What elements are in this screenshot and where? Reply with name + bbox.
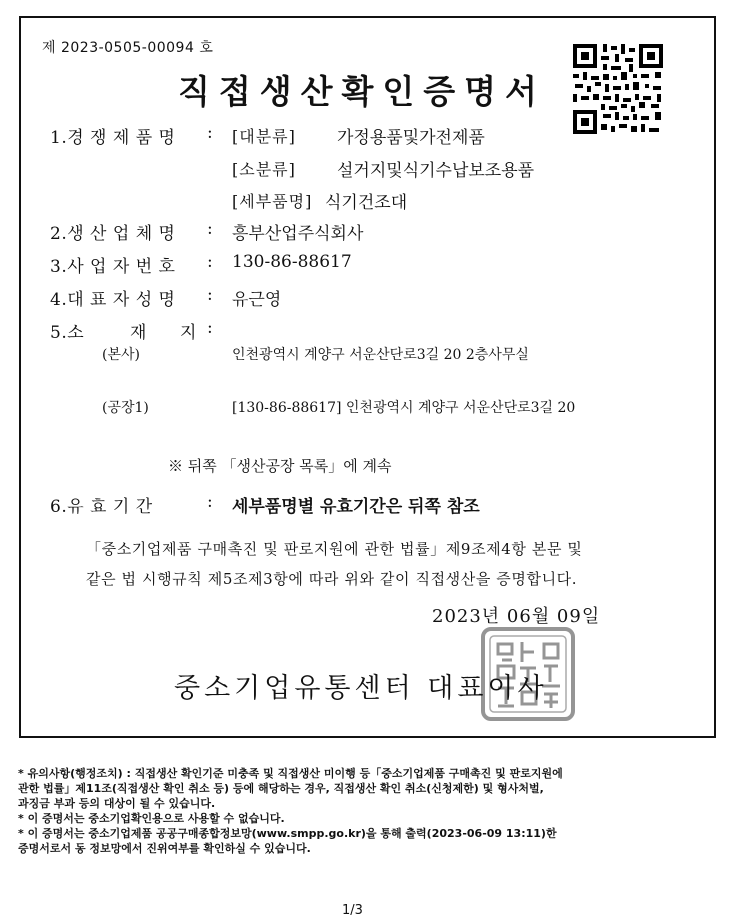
factory-address: [130-86-88617] 인천광역시 계양구 서운산단로3길 20 [232,400,576,416]
statement-line-2: 같은 법 시행규칙 제5조제3항에 따라 위와 같이 직접생산을 증명합니다. [86,570,578,588]
issuer-name: 중소기업유통센터 대표이사 [174,673,548,704]
validity-label: 6.유 효 기 간 [50,497,153,517]
business-number-colon: : [207,252,213,272]
detail-category-label: [세부품명] [232,192,313,211]
product-colon: : [207,123,213,143]
representative-label: 4.대 표 자 성 명 [50,290,176,310]
footnote-line: * 이 증명서는 중소기업제품 공공구매종합정보망(www.smpp.go.kr)을 통해 출력(2023-06-09 13:11)한 [18,827,557,840]
location-label-mid: 재 [130,323,147,343]
factory-label: (공장1) [102,400,149,416]
business-number-value: 130-86-88617 [232,252,352,272]
location-colon: : [207,318,213,338]
major-category-value: 가정용품및가전제품 [337,128,485,148]
representative-colon: : [207,285,213,305]
location-label: 5.소 [50,323,85,343]
headquarters-label: (본사) [102,347,140,363]
footnote-line: 관한 법률」제11조(직접생산 확인 취소 등) 등에 해당하는 경우, 직접생산 확인 취소(신청제한) 및 형사처벌, [18,782,544,795]
major-category-label: [대분류] [232,127,296,146]
minor-category-value: 설거지및식기수납보조용품 [337,161,535,181]
continue-note: ※ 뒤쪽 「생산공장 목록」에 계속 [168,457,392,475]
statement-line-1: 「중소기업제품 구매촉진 및 판로지원에 관한 법률」제9조제4항 본문 및 [86,540,583,558]
detail-category-value: 식기건조대 [325,193,408,213]
footnote-line: 과징금 부과 등의 대상이 될 수 있습니다. [18,797,216,810]
footnotes [18,766,563,856]
certificate-number: 제 2023-0505-00094 호 [42,40,214,56]
footnote-line: * 유의사항(행정조치) : 직접생산 확인기준 미충족 및 직접생산 미이행 등「중소기업제품 구매촉진 및 판로지원에 [18,767,563,780]
product-label: 1.경 쟁 제 품 명 [50,128,176,148]
location-label-end: 지 [180,323,197,343]
qr-code-icon [573,44,663,134]
certificate-title: 직접생산확인증명서 [178,72,546,111]
validity-colon: : [207,492,213,512]
footnote-line: * 이 증명서는 중소기업확인용으로 사용할 수 없습니다. [18,812,285,825]
representative-value: 유근영 [232,290,282,310]
footnote-line: 증명서로서 동 정보망에서 진위여부를 확인하실 수 있습니다. [18,842,311,855]
company-name-label: 2.생 산 업 체 명 [50,224,176,244]
company-name-colon: : [207,219,213,239]
page-number: 1/3 [342,903,363,918]
minor-category-label: [소분류] [232,160,296,179]
issue-date: 2023년 06월 09일 [432,606,601,627]
business-number-label: 3.사 업 자 번 호 [50,257,176,277]
company-name-value: 흥부산업주식회사 [232,224,364,244]
headquarters-address: 인천광역시 계양구 서운산단로3길 20 2층사무실 [232,347,529,363]
validity-value: 세부품명별 유효기간은 뒤쪽 참조 [232,497,480,517]
